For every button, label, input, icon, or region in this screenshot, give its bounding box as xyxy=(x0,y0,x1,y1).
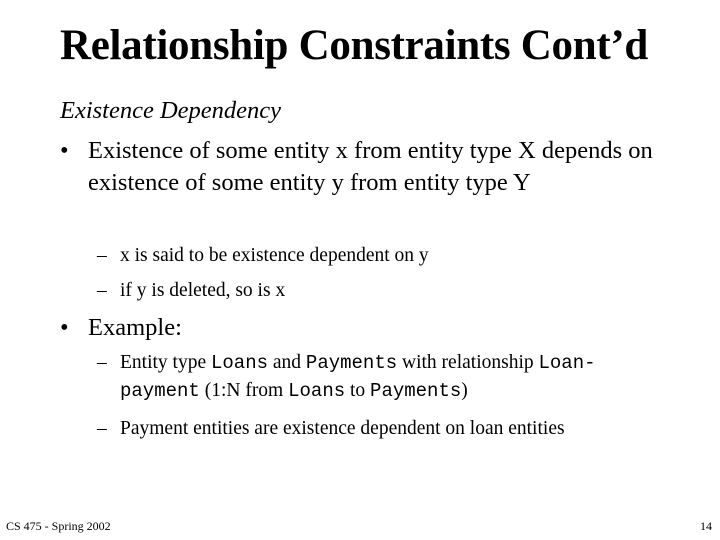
sub-bullet-dependent-text: x is said to be existence dependent on y xyxy=(120,245,429,266)
code-loans: Loans xyxy=(288,380,346,402)
text-part: ) xyxy=(461,380,468,401)
bullet-example-text: Example: xyxy=(88,314,182,341)
bullet-existence xyxy=(60,135,670,199)
code-payments: Payments xyxy=(370,380,462,402)
sub-bullet-deleted-text: if y is deleted, so is x xyxy=(120,280,286,301)
code-loan-payment: Loan-payment xyxy=(120,352,596,402)
sub-bullet-loans-payments-text xyxy=(97,349,657,405)
text-part: to xyxy=(345,380,371,401)
sub-bullet-loans-payments xyxy=(97,349,657,405)
code-payments: Payments xyxy=(305,352,398,374)
bullet-example xyxy=(60,312,670,344)
sub-bullet-payment-entities xyxy=(97,415,657,443)
slide-title: Relationship Constraints Cont’d xyxy=(60,22,649,69)
sub-bullet-marker: – xyxy=(97,245,107,266)
sub-bullet-marker: – xyxy=(97,352,107,373)
text-part: with relationship xyxy=(397,352,539,373)
sub-bullet-deleted xyxy=(97,277,657,305)
sub-bullet-payment-entities-text: Payment entities are existence dependent on loan entities xyxy=(120,418,565,439)
sub-bullet-marker: – xyxy=(97,280,107,301)
bullet-existence-text: Existence of some entity x from entity type X depends on existence of some entity y from entity type Y xyxy=(88,137,653,196)
sub-bullet-dependent xyxy=(97,242,657,270)
footer-course: CS 475 - Spring 2002 xyxy=(6,519,111,533)
text-part: Entity type xyxy=(120,352,211,373)
footer-page-number: 14 xyxy=(700,519,712,533)
section-subheading: Existence Dependency xyxy=(60,97,282,124)
bullet-marker: • xyxy=(60,314,69,341)
text-part: (1:N from xyxy=(199,380,289,401)
bullet-marker: • xyxy=(60,137,69,164)
text-part: and xyxy=(268,352,306,373)
sub-bullet-marker: – xyxy=(97,418,107,439)
code-loans: Loans xyxy=(211,352,269,374)
